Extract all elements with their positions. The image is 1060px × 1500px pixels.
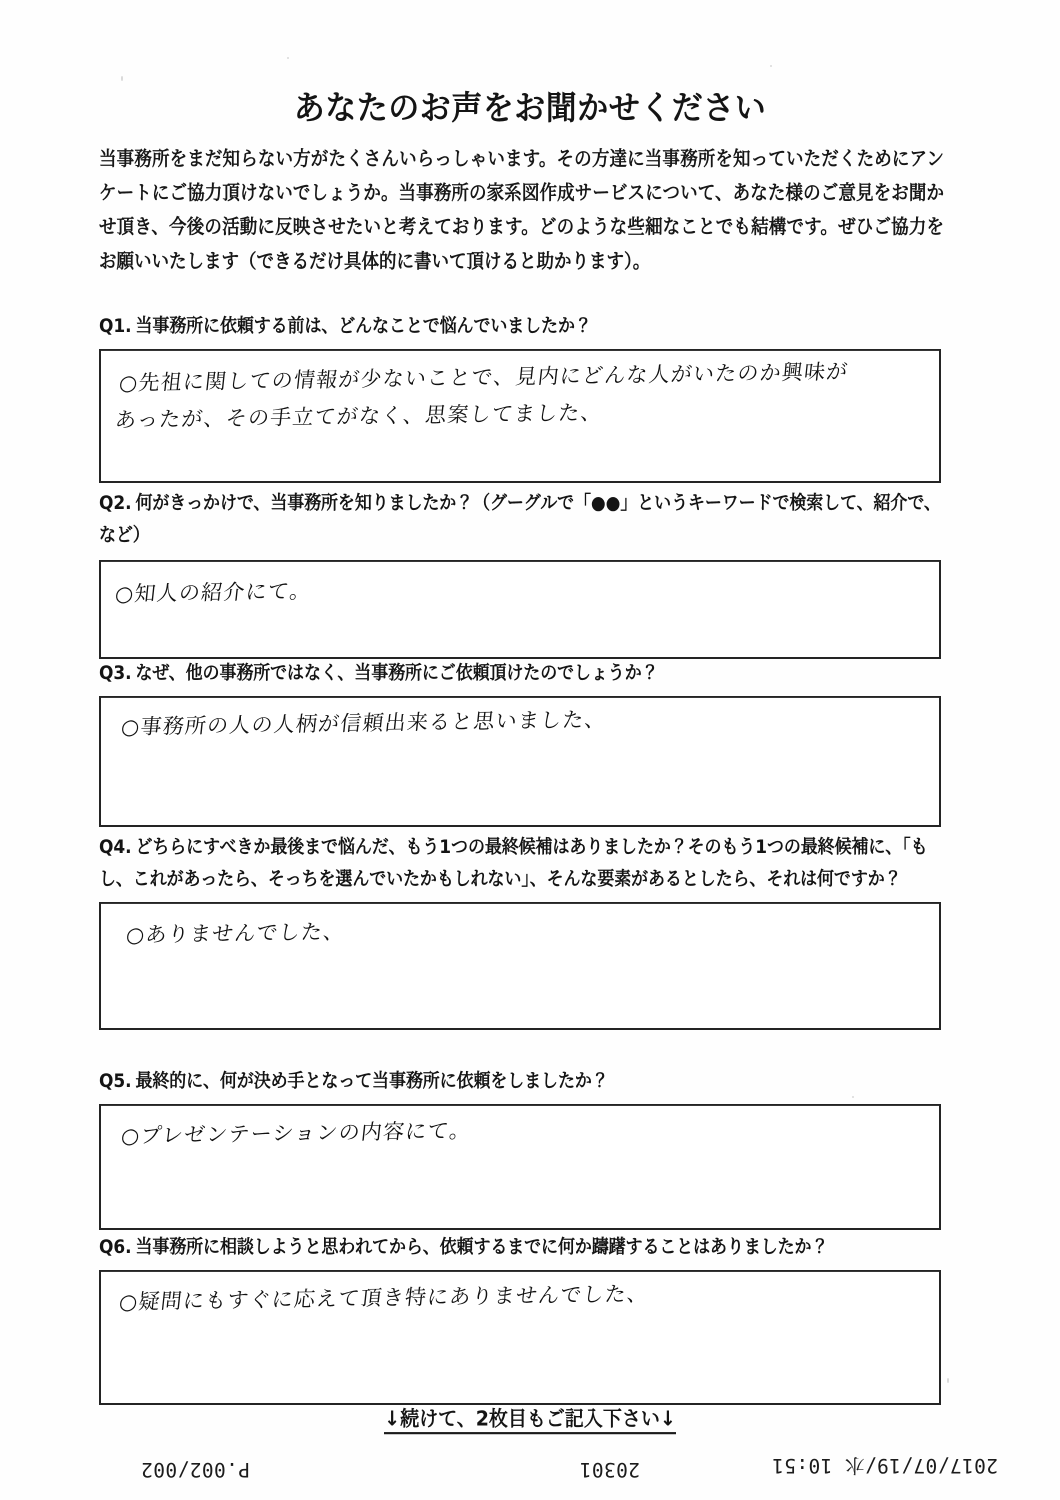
- question-text-q5: 最終的に、何が決め手となって当事務所に依頼をしましたか？: [135, 1070, 609, 1093]
- answer-box-q5[interactable]: [99, 1104, 941, 1230]
- intro-paragraph: 当事務所をまだ知らない方がたくさんいらっしゃいます。その方達に当事務所を知っていただくためにアンケートにご協力頂けないでしょうか。当事務所の家系図作成サービスについて、あなた様のご意見をお聞かせ頂き、今後の活動に反映させたいと考えております。どのような些細なことでも結構です。ぜひご協力をお願いいたします（できるだけ具体的に書いて頂けると助かります）。: [99, 148, 944, 273]
- continue-note: [0, 1403, 1060, 1432]
- handwritten-answer-q2: ○知人の紹介にて。: [113, 578, 314, 607]
- fax-transmission-header: [0, 1447, 1060, 1487]
- question-block-q6: [99, 1232, 941, 1405]
- question-label-q6: [99, 1232, 941, 1264]
- handwritten-answer-q4: ○ありませんでした、: [124, 919, 347, 948]
- question-label-q3: [99, 658, 941, 690]
- continue-note-text: ↓続けて、2枚目もご記入下さい↓: [384, 1407, 676, 1434]
- fax-datetime: 2017/07/19/水 10:51: [771, 1454, 998, 1477]
- question-block-q1: [99, 311, 941, 483]
- answer-box-q1[interactable]: [99, 349, 941, 483]
- question-text-q3: なぜ、他の事務所ではなく、当事務所にご依頼頂けたのでしょうか？: [135, 662, 659, 685]
- question-block-q4: [99, 832, 941, 1030]
- question-number-q2: Q2.: [99, 492, 132, 515]
- fax-sender-id: 20301: [579, 1458, 640, 1481]
- page-title: あなたのお声をお聞かせください: [293, 89, 767, 128]
- question-block-q3: [99, 658, 941, 827]
- question-number-q3: Q3.: [99, 662, 132, 685]
- scan-speckle: [287, 57, 289, 59]
- question-text-q6: 当事務所に相談しようと思われてから、依頼するまでに何か躊躇することはありましたか？: [135, 1236, 829, 1259]
- question-number-q5: Q5.: [99, 1070, 132, 1093]
- handwritten-answer-q6: ○疑問にもすぐに応えて頂き特にありませんでした、: [117, 1281, 651, 1315]
- question-number-q1: Q1.: [99, 315, 132, 338]
- answer-box-q2[interactable]: [99, 560, 941, 659]
- question-label-q2: [99, 488, 941, 552]
- question-text-q2: 何がきっかけで、当事務所を知りましたか？（グーグルで「●●」というキーワードで検索して、紹介で、など）: [99, 492, 941, 547]
- scan-speckle: [770, 65, 772, 67]
- question-label-q4: [99, 832, 941, 896]
- question-block-q2: [99, 488, 941, 659]
- handwritten-answer-q3: ○事務所の人の人柄が信頼出来ると思いました、: [119, 707, 609, 740]
- handwritten-answer-q5: ○プレゼンテーションの内容にて。: [119, 1118, 473, 1149]
- question-label-q5: [99, 1066, 941, 1098]
- fax-page-count: P.002/002: [140, 1458, 250, 1481]
- answer-box-q4[interactable]: [99, 902, 941, 1030]
- question-label-q1: [99, 311, 941, 343]
- question-number-q4: Q4.: [99, 836, 132, 859]
- question-number-q6: Q6.: [99, 1236, 132, 1259]
- answer-box-q6[interactable]: [99, 1270, 941, 1405]
- answer-box-q3[interactable]: [99, 696, 941, 827]
- question-block-q5: [99, 1066, 941, 1230]
- question-text-q4: どちらにすべきか最後まで悩んだ、もう1つの最終候補はありましたか？そのもう1つの最終候補に、「もし、これがあったら、そっちを選んでいたかもしれない」、そんな要素があるとしたら、それは何ですか？: [99, 836, 928, 891]
- question-text-q1: 当事務所に依頼する前は、どんなことで悩んでいましたか？: [135, 315, 592, 338]
- handwritten-answer-q1: ○先祖に関しての情報が少ないことで、見内にどんな人がいたのか興味が あったが、その手立てがなく、思案してました、: [113, 359, 850, 433]
- scan-speckle: [947, 1378, 949, 1383]
